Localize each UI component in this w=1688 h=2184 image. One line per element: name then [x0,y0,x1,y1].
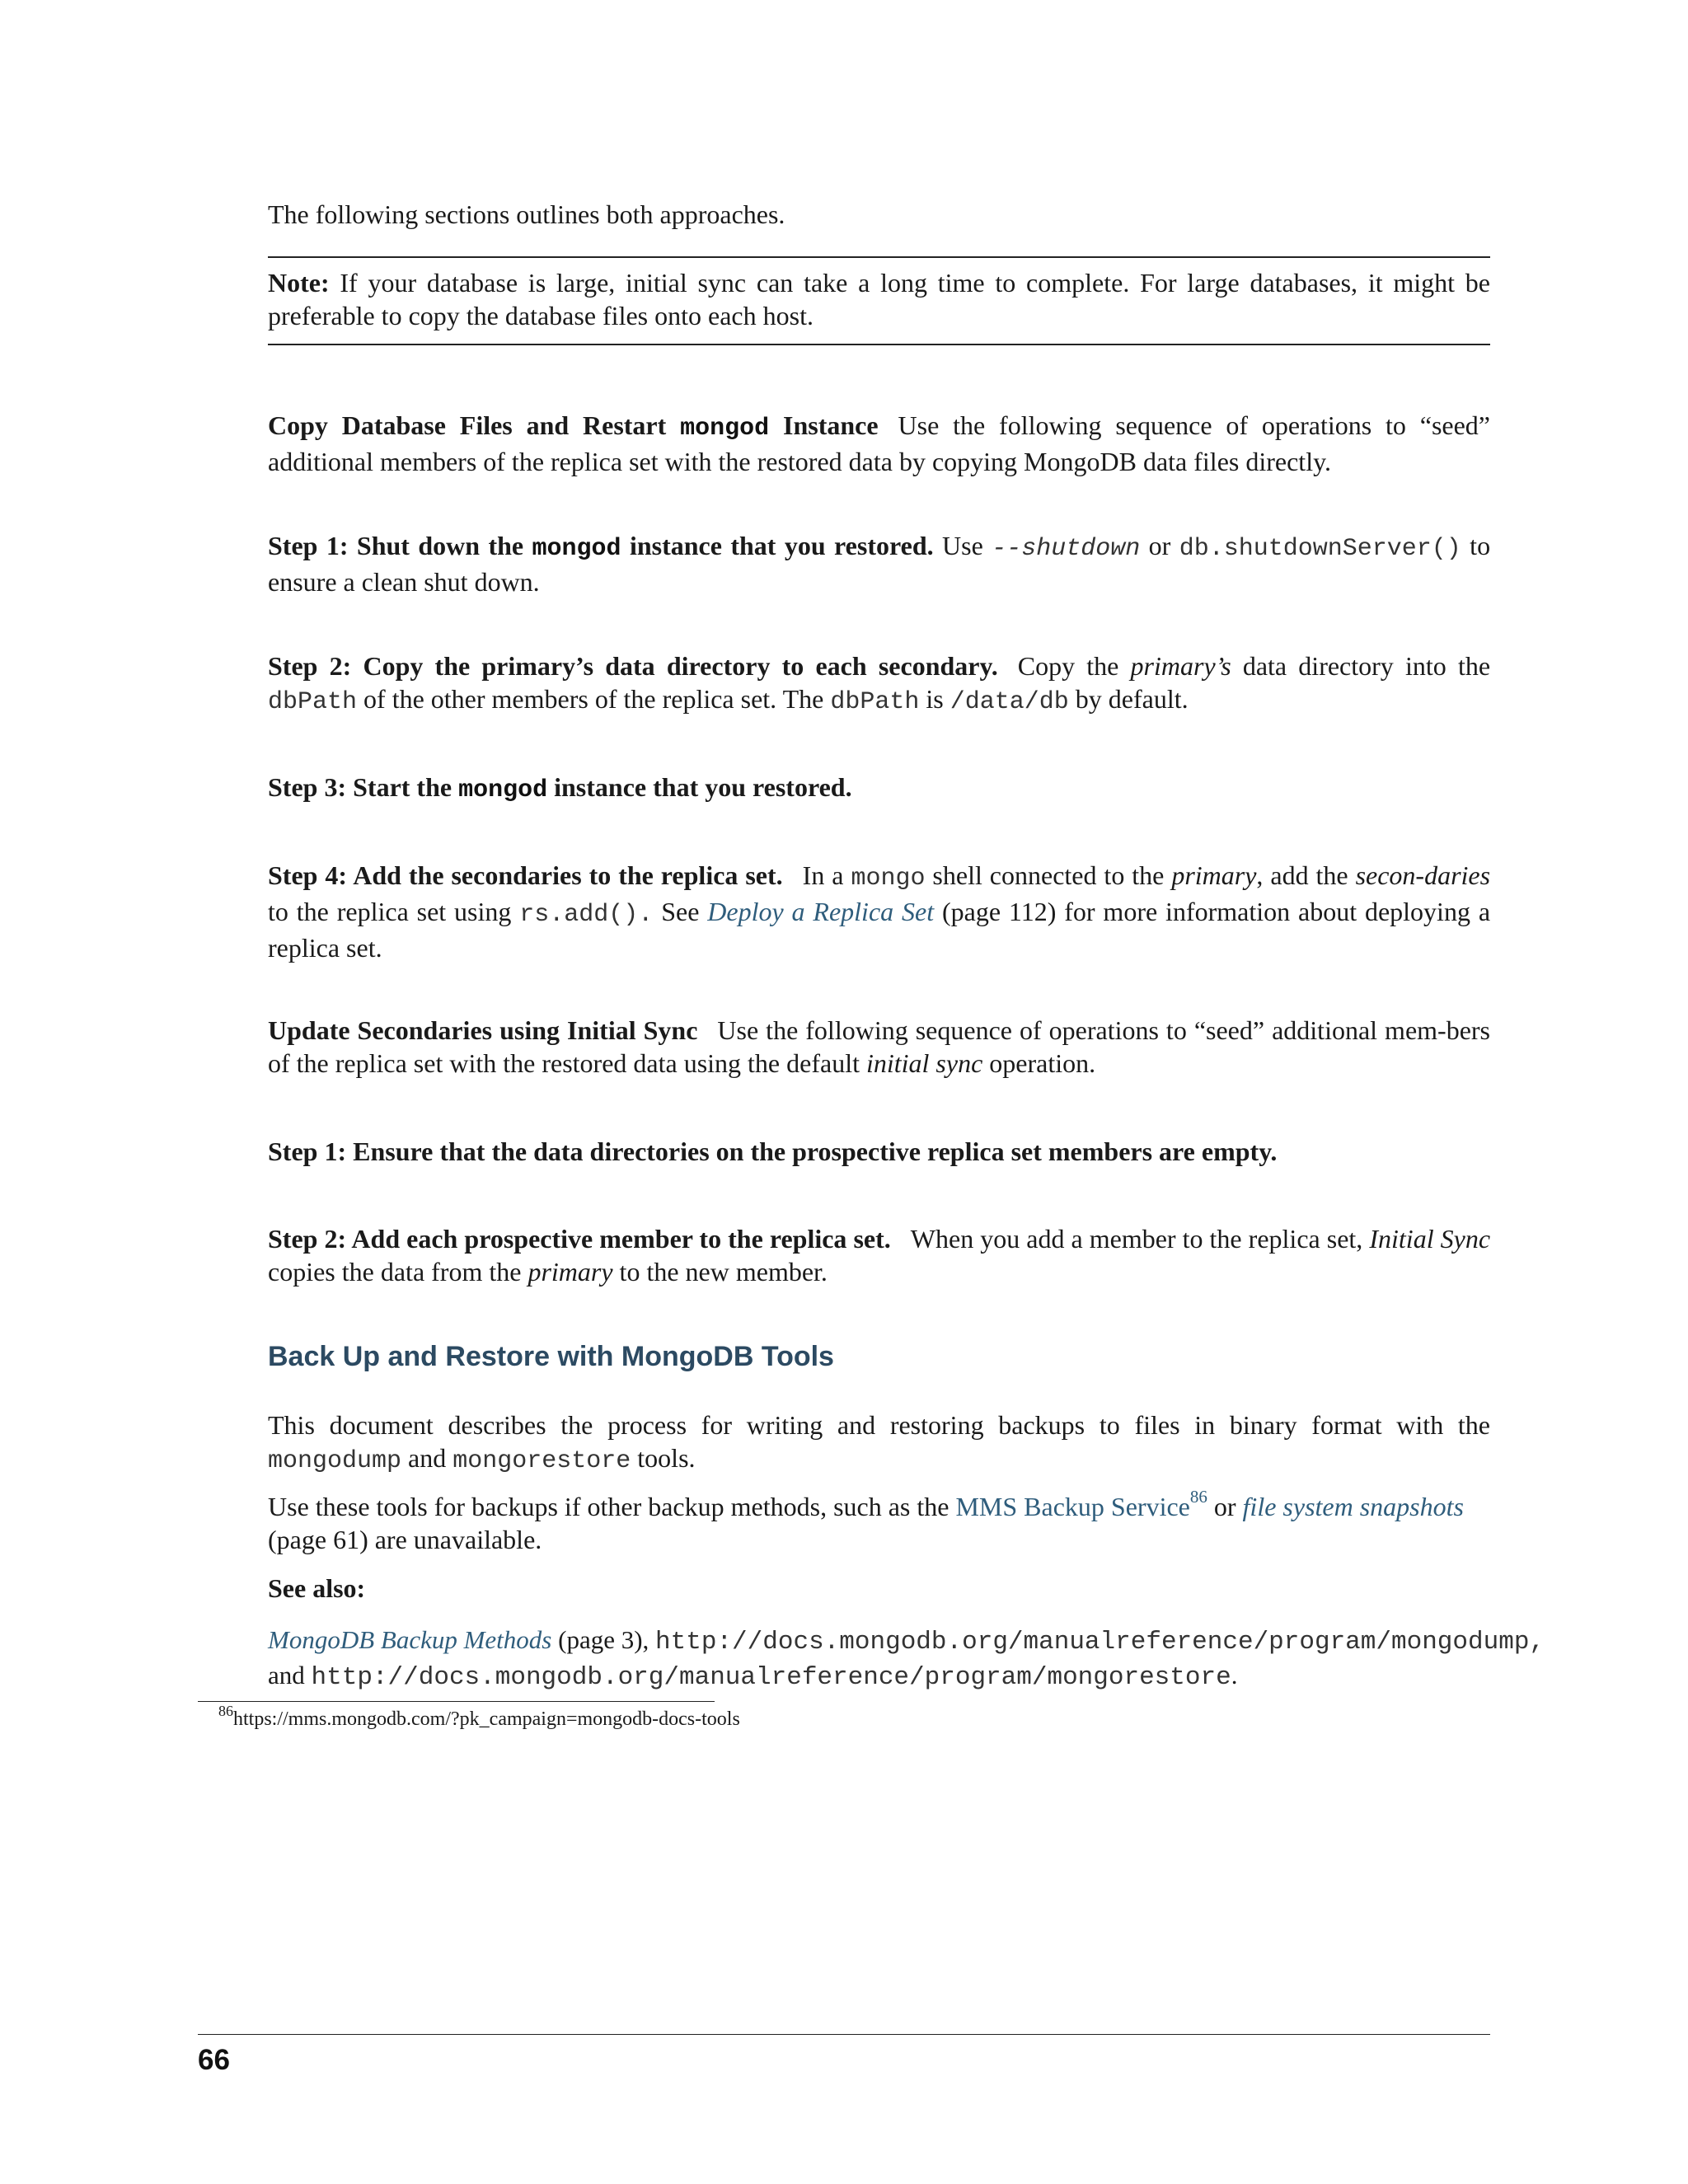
update-t1: Use the following sequence of operations to “seed” additional mem-bers of the replica set with the restored data using the default [268,1015,1491,1078]
copy-step-4-label: Step 4: Add the secondaries to the replica set. [268,860,783,890]
copy-step-2-t4: is [926,684,944,714]
copy-heading-b: Instance [782,410,879,440]
copy-step-4-t1: In a [802,860,844,890]
copy-step-1-t1: Use [942,531,983,560]
copy-heading-code: mongod [680,415,770,443]
see-also-text: See also: [268,1573,366,1603]
mongodb-backup-methods-link[interactable]: MongoDB Backup Methods [268,1625,552,1654]
note-bottom-rule [268,344,1490,345]
copy-step-4-t3: , add the [1256,860,1348,890]
copy-section-heading [268,410,879,443]
copy-step-2-t5: by default. [1075,684,1189,714]
mongodump-url[interactable]: http://docs.mongodb.org/manualreference/program/mongodump, [655,1628,1545,1657]
copy-step-3-label [268,772,852,802]
copy-step-1-label-a: Step 1: Shut down the [268,531,524,560]
copy-step-4-t6: (page 112) for more information about deploying a replica set. [268,897,1491,963]
mongo-code: mongo [851,865,926,893]
shutdown-option: --shutdown [992,535,1141,563]
tools-paragraph-1 [268,1408,1490,1478]
update-section-heading: Update Secondaries using Initial Sync [268,1015,698,1045]
file-system-snapshots-link[interactable]: file system snapshots [1242,1492,1464,1521]
mongodump-code: mongodump [268,1447,402,1475]
copy-step-2-t3: of the other members of the replica set. The [363,684,824,714]
update-step-2-t3: to the new member. [619,1257,828,1286]
tools-p3-t1: (page 3), [558,1625,649,1654]
copy-step-2-label: Step 2: Copy the primary’s data directory to each secondary. [268,651,998,681]
note-text: If your database is large, initial sync can take a long time to complete. For large databases, it might be preferable to copy the database files onto each host. [268,268,1491,330]
mongorestore-url[interactable]: http://docs.mongodb.org/manualreference/program/mongorestore [311,1663,1231,1692]
tools-p1-t2: and [408,1443,447,1473]
data-db-code: /data/db [950,688,1069,716]
footnote-ref[interactable]: 86 [1189,1487,1207,1507]
copy-step-3-label-b: instance that you restored. [554,772,852,802]
copy-step-3-label-code: mongod [458,776,548,804]
copy-step-2-t2: data directory into the [1242,651,1491,681]
tools-p1-t3: tools. [637,1443,696,1473]
copy-step-4-i1: primary [1171,860,1257,890]
mms-backup-service-link[interactable]: MMS Backup Service [955,1492,1190,1521]
note [268,266,1490,332]
copy-step-2-i1: primary’s [1130,651,1231,681]
tools-p2-t3: (page 61) are unavailable. [268,1525,542,1554]
copy-step-1-label-b: instance that you restored. [629,531,934,560]
page-number: 66 [198,2044,230,2076]
footnote-rule [198,1701,715,1702]
copy-step-2 [268,649,1490,719]
footnote [218,1703,740,1732]
copy-step-4-i2: secon-daries [1355,860,1491,890]
update-step-1 [268,1135,1490,1168]
update-step-2-label: Step 2: Add each prospective member to the replica set. [268,1224,891,1254]
copy-step-4-t2: shell connected to the [932,860,1165,890]
copy-step-1-label [268,531,934,563]
tools-p3-t3: . [1231,1661,1238,1690]
copy-section-body: Use the following sequence of operations to “seed” additional members of the replica set with the restored data by copying MongoDB data files directly. [268,410,1491,476]
copy-step-4-t4: to the replica set using [268,897,512,926]
tools-p2-t1: Use these tools for backups if other backup methods, such as the [268,1492,950,1521]
update-step-2 [268,1222,1490,1288]
tools-paragraph-3 [268,1624,1669,1694]
tools-paragraph-2 [268,1487,1490,1556]
copy-heading-a: Copy Database Files and Restart [268,410,667,440]
update-step-2-t1: When you add a member to the replica set, [910,1224,1363,1254]
copy-section-paragraph [268,409,1490,478]
note-top-rule [268,256,1490,258]
copy-step-4 [268,859,1490,964]
copy-step-1-label-code: mongod [532,535,621,563]
footnote-url[interactable]: https://mms.mongodb.com/?pk_campaign=mongodb-docs-tools [233,1708,740,1730]
copy-step-1 [268,529,1490,598]
mongorestore-code: mongorestore [452,1447,631,1475]
copy-step-3-label-a: Step 3: Start the [268,772,452,802]
tools-p3-t2: and [268,1661,305,1690]
copy-step-1-t3: to ensure a clean shut down. [268,531,1491,597]
shutdown-server-code: db.shutdownServer() [1179,535,1461,563]
update-step-2-i1: Initial Sync [1369,1224,1491,1254]
update-t2: operation. [989,1048,1096,1078]
tools-section-heading: Back Up and Restore with MongoDB Tools [268,1341,834,1372]
intro-text: The following sections outlines both approaches. [268,199,785,229]
update-section-paragraph [268,1014,1490,1080]
copy-step-4-t5: See [661,897,700,926]
update-i1: initial sync [865,1048,983,1078]
update-step-2-i2: primary [528,1257,613,1286]
dbpath-code: dbPath [268,688,358,716]
deploy-replica-set-link[interactable]: Deploy a Replica Set [707,897,935,926]
update-step-1-label: Step 1: Ensure that the data directories on the prospective replica set members are empty. [268,1137,1278,1166]
copy-step-2-t1: Copy the [1017,651,1119,681]
note-label: Note: [268,268,330,298]
update-step-2-t2: copies the data from the [268,1257,522,1286]
see-also-label [268,1572,1490,1605]
dbpath-code: dbPath [830,688,920,716]
tools-p1-t1: This document describes the process for writing and restoring backups to files in binary format with the [268,1410,1490,1440]
rs-add-code: rs.add(). [519,901,654,929]
copy-step-3 [268,771,1490,807]
footnote-number: 86 [218,1703,233,1719]
copy-step-1-t2: or [1148,531,1171,560]
footer-rule [198,2034,1490,2035]
tools-p2-t2: or [1213,1492,1236,1521]
